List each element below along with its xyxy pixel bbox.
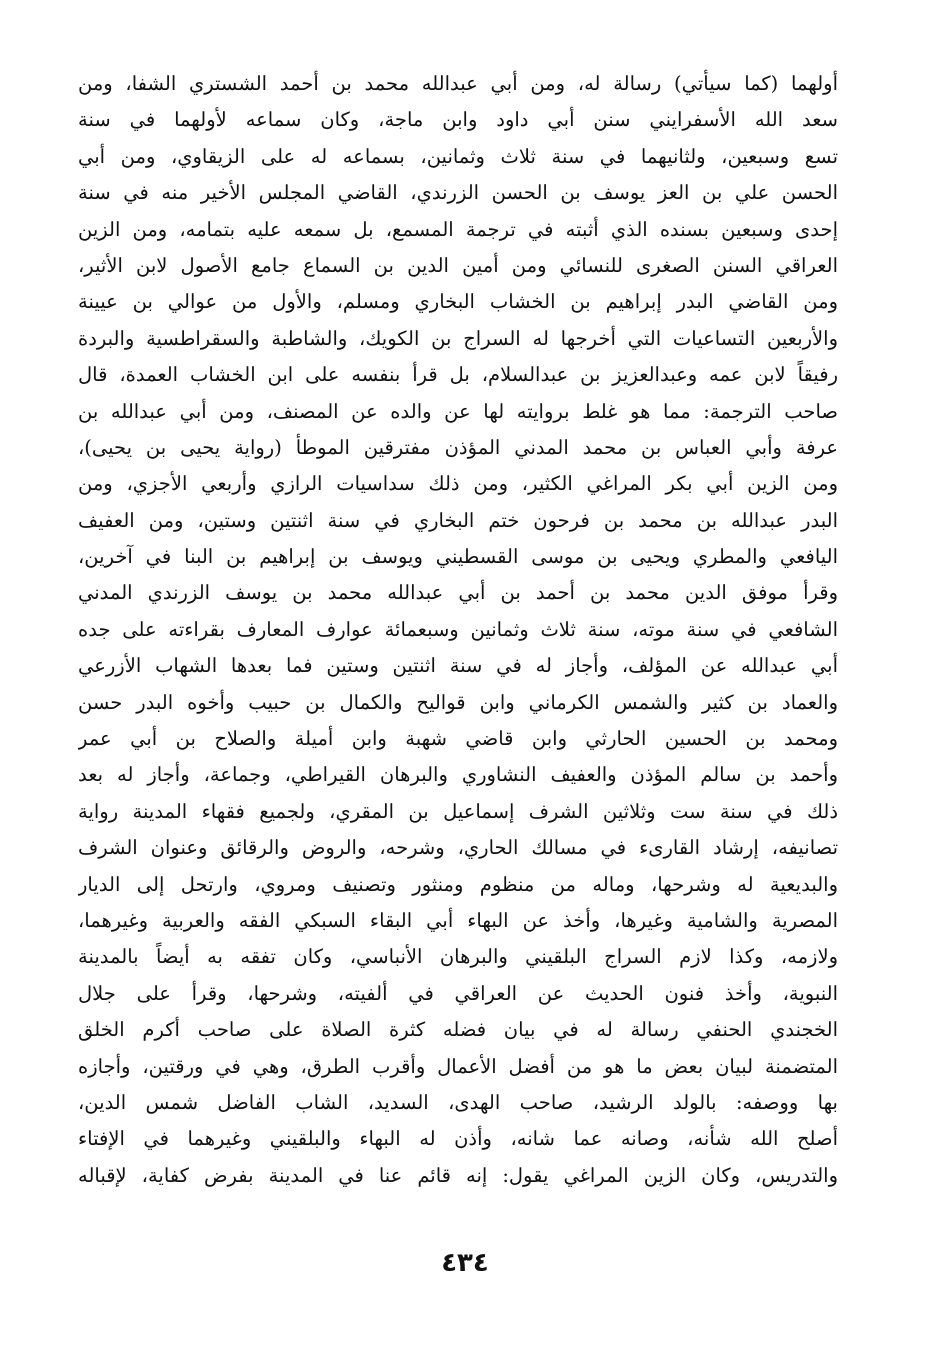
text-line: الحسن علي بن العز يوسف بن الحسن الزرندي، القاضي المجلس الأخير منه في سنة <box>78 181 838 205</box>
text-line: ومحمد بن الحسين الحارثي وابن قاضي شهبة وابن أميلة والصلاح بن أبي عمر <box>78 727 838 751</box>
text-line: سعد الله الأسفرايني سنن أبي داود وابن ماجة، وكان سماعه لأولهما في سنة <box>78 108 838 132</box>
text-line: النبوية، وأخذ فنون الحديث عن العراقي في ألفيته، وشرحها، وقرأ على جلال <box>78 981 838 1005</box>
text-line: أولهما (كما سيأتي) رسالة له، ومن أبي عبدالله محمد بن أحمد الشستري الشفا، ومن <box>78 72 838 95</box>
text-line: ومن القاضي البدر إبراهيم بن الخشاب البخاري ومسلم، والأول من عوالي بن عيينة <box>78 290 838 314</box>
text-line: تصانيفه، إرشاد القارىء في مسالك الحاري، وشرحه، والروض والرقائق وعنوان الشرف <box>78 836 838 860</box>
text-line: والبديعية له وشرحها، وماله من منظوم ومنثور وتصنيف ومروي، وارتحل إلى الديار <box>78 872 838 896</box>
text-line: ذلك في سنة ست وثلاثين الشرف إسماعيل بن المقري، ولجميع فقهاء المدينة رواية <box>78 799 838 823</box>
text-line: صاحب الترجمة: مما هو غلط بروايته لها عن والده عن المصنف، ومن أبي عبدالله بن <box>78 399 838 423</box>
text-line: وأحمد بن سالم المؤذن والعفيف النشاوري والبرهان القيراطي، وجماعة، وأجاز له بعد <box>78 763 838 787</box>
text-line: والتدريس، وكان الزين المراغي يقول: إنه قائم عنا في المدينة بفرض كفاية، لإقباله <box>78 1163 838 1187</box>
text-line: أصلح الله شأنه، وصانه عما شانه، وأذن له البهاء والبلقيني وغيرهما في الإفتاء <box>78 1127 838 1151</box>
text-line: وقرأ موفق الدين محمد بن أحمد بن أبي عبدالله محمد بن يوسف الزرندي المدني <box>78 581 838 605</box>
text-line: المتضمنة لبيان بعض ما هو من أفضل الأعمال وأقرب الطرق، وهي في ورقتين، وأجازه <box>78 1054 838 1078</box>
text-line: ولازمه، وكذا لازم السراج البلقيني والبرهان الأنباسي، وكان تفقه به أيضاً بالمدينة <box>78 945 838 969</box>
text-line: بها ووصفه: بالولد الرشيد، صاحب الهدى، السديد، الشاب الفاضل شمس الدين، <box>78 1090 838 1114</box>
text-line: تسع وسبعين، ولثانيهما في سنة ثلاث وثمانين، بسماعه له على الزيقاوي، ومن أبي <box>78 144 838 168</box>
text-line: والأربعين التساعيات التي أخرجها له السراج بن الكويك، والشاطبة والسقراطسية والبردة <box>78 326 838 350</box>
main-text-block <box>78 66 838 1194</box>
text-line: الخجندي الحنفي رسالة له في بيان فضله كثرة الصلاة على صاحب أكرم الخلق <box>78 1018 838 1042</box>
text-line: الشافعي في سنة موته، سنة ثلاث وثمانين وسبعمائة عوارف المعارف بقراءته على جده <box>78 617 838 641</box>
text-line: العراقي السنن الصغرى للنسائي ومن أمين الدين بن السماع جامع الأصول لابن الأثير، <box>78 253 838 277</box>
text-line: إحدى وسبعين بسنده الذي أثبته في ترجمة المسمع، بل سمعه عليه بتمامه، ومن الزين <box>78 217 838 241</box>
text-line: ومن الزين أبي بكر المراغي الكثير، ومن ذلك سداسيات الرازي وأربعي الأجزي، ومن <box>78 472 838 496</box>
page-number: ٤٣٤ <box>441 1248 489 1278</box>
text-line: المصرية والشامية وغيرها، وأخذ عن البهاء أبي البقاء السبكي الفقه والعربية وغيرهما، <box>78 908 838 932</box>
text-line: والعماد بن كثير والشمس الكرماني وابن قواليح والكمال بن حبيب وأخوه البدر حسن <box>78 690 838 714</box>
text-line: اليافعي والمطري ويحيى بن موسى القسطيني ويوسف بن إبراهيم بن البنا في آخرين، <box>78 545 838 569</box>
text-line: عرفة وأبي العباس بن محمد المدني المؤذن مفترقين الموطأ (رواية يحيى بن يحيى)، <box>78 435 838 459</box>
text-line: البدر عبدالله بن محمد بن فرحون ختم البخاري في سنة اثنتين وستين، ومن العفيف <box>78 508 838 532</box>
text-line: أبي عبدالله عن المؤلف، وأجاز له في سنة اثنتين وستين فما بعدها الشهاب الأزرعي <box>78 654 838 678</box>
text-line: رفيقاً لابن عمه وعبدالعزيز بن عبدالسلام، بل قرأ بنفسه على ابن الخشاب العمدة، قال <box>78 363 838 387</box>
